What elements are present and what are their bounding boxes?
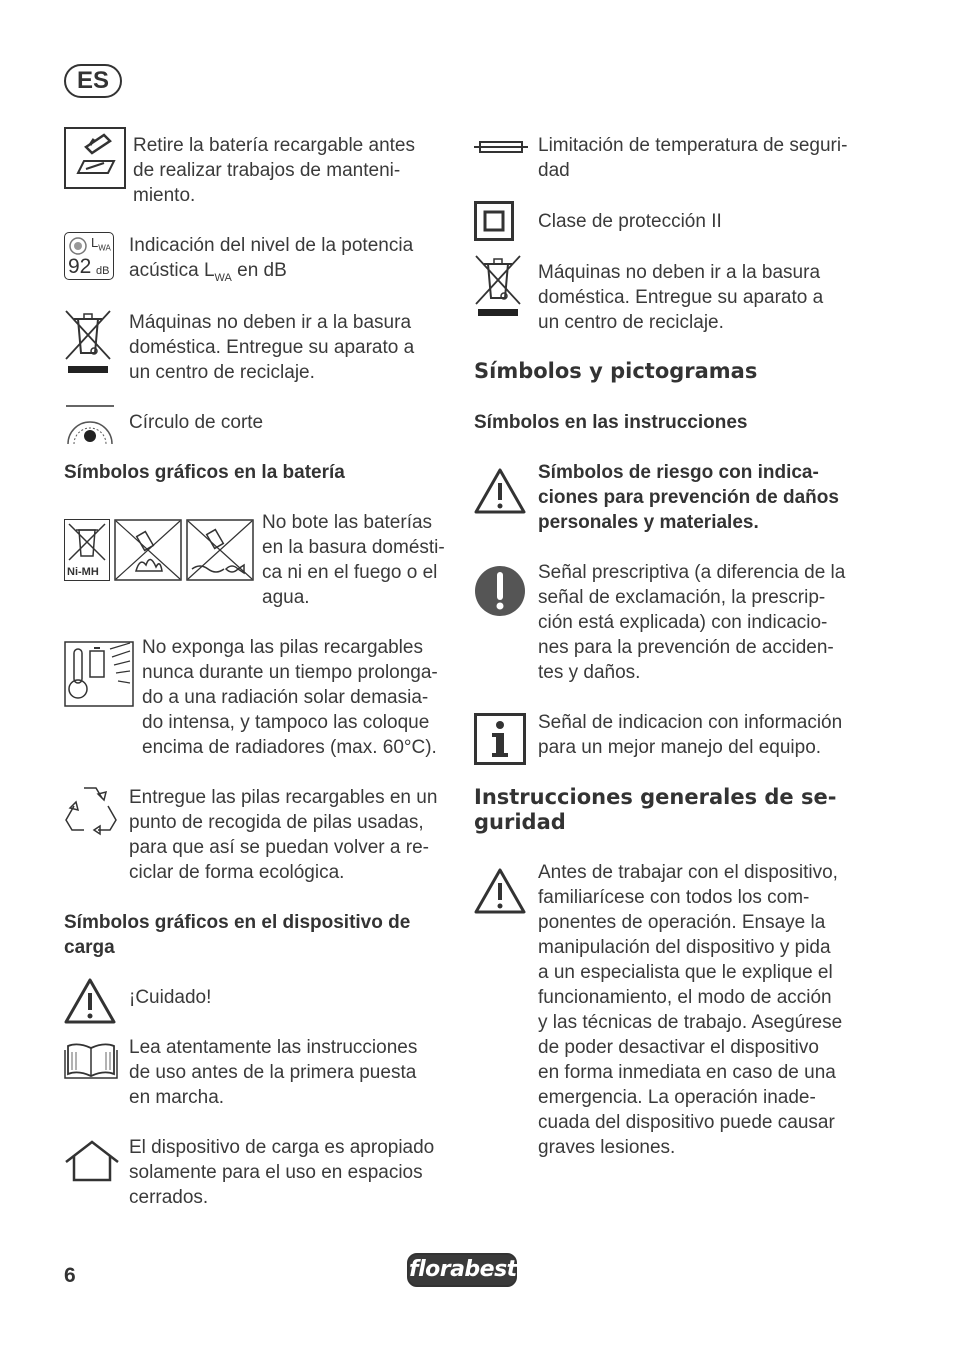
nimh-bin-icon (64, 519, 110, 581)
weee-bin-icon-right (474, 254, 522, 322)
prescriptive-sign-icon (474, 565, 526, 617)
class2-text: Clase de protección II (538, 211, 722, 232)
recycle-text: Entregue las pilas recargables en un punto de recogida de pilas usadas, para que así se puedan volver a re- ciclar de forma ecológica. (129, 787, 438, 883)
prescriptive-text: Señal prescriptiva (a diferencia de la señal de exclamación, la prescrip- ción está explicada) con indicacio- nes para la prevención de acciden- tes y daños. (538, 562, 846, 683)
indoor-house-icon (64, 1140, 120, 1182)
sound-power-text: Indicación del nivel de la potencia acústica $L_{WA}$ en dB (129, 235, 414, 284)
sound-power-icon (64, 232, 114, 280)
warning-triangle-icon (64, 977, 116, 1025)
cutting-circle-icon (64, 404, 116, 444)
section-charger-symbols: Símbolos gráficos en el dispositivo de carga (64, 912, 411, 958)
section-general-safety: Instrucciones generales de se- guridad (474, 785, 837, 834)
weee-bin-icon (64, 309, 112, 377)
no-fire-icon (114, 519, 182, 581)
sound-unit: dB (96, 265, 110, 277)
recycle-icon (64, 784, 120, 838)
battery-removal-icon (64, 127, 126, 189)
ear-icon (68, 236, 88, 256)
page-number: 6 (64, 1264, 76, 1287)
lwa-label: L (91, 235, 99, 250)
read-manual-icon (64, 1040, 118, 1080)
no-dispose-text: No bote las baterías en la basura domésti- ca ni en el fuego o el agua. (262, 512, 445, 608)
thermal-fuse-icon (474, 140, 528, 154)
info-sign-icon (474, 713, 526, 765)
general-warning-triangle-icon (474, 867, 526, 915)
lwa-label-sub: WA (98, 243, 111, 253)
weee-text-left: Máquinas no deben ir a la basura doméstica. Entregue su aparato a un centro de reciclaje. (129, 312, 415, 383)
sound-value: 92 (68, 255, 92, 278)
caution-text: ¡Cuidado! (129, 987, 212, 1008)
brand-logo: florabest (407, 1253, 517, 1287)
risk-warning-triangle-icon (474, 467, 526, 515)
no-sun-text: No exponga las pilas recargables nunca durante un tiempo prolonga- do a una radiación solar demasia- do intensa, y tampoco las coloque encima de radiadores (max. 60°C). (142, 637, 438, 758)
section-symbols-pictograms: Símbolos y pictogramas (474, 359, 758, 383)
risk-text: Símbolos de riesgo con indica- ciones para prevención de daños personales y materiales. (538, 462, 839, 533)
general-safety-text: Antes de trabajar con el dispositivo, familiarícese con todos los com- ponentes de operación. Ensaye la manipulación del dispositivo y pida a un especialista que le explique el funcionamiento, el modo de acción y las técnicas de trabajo. Asegúrese de poder desactivar el dispositivo en forma inmediata en caso de una emergencia. La operación inade- cuada del dispositivo puede causar graves lesiones. (538, 862, 843, 1158)
no-sun-heat-icon (64, 641, 134, 707)
info-text: Señal de indicacion con información para un mejor manejo del equipo. (538, 712, 843, 758)
cutting-circle-text: Círculo de corte (129, 412, 264, 433)
no-water-icon (186, 519, 254, 581)
indoor-text: El dispositivo de carga es apropiado solamente para el uso en espacios cerrados. (129, 1137, 435, 1208)
weee-text-right: Máquinas no deben ir a la basura doméstica. Entregue su aparato a un centro de reciclaje. (538, 262, 824, 333)
subsection-symbols-in-instructions: Símbolos en las instrucciones (474, 412, 748, 433)
section-battery-symbols: Símbolos gráficos en la batería (64, 462, 345, 483)
read-manual-text: Lea atentamente las instrucciones de uso antes de la primera puesta en marcha. (129, 1037, 418, 1108)
language-badge: ES (64, 64, 122, 98)
protection-class-2-icon (474, 201, 514, 241)
temp-limit-text: Limitación de temperatura de seguri- dad (538, 135, 848, 181)
battery-removal-text: Retire la batería recargable antes de realizar trabajos de manteni- miento. (133, 135, 415, 206)
nimh-label: Ni-MH (67, 566, 99, 578)
